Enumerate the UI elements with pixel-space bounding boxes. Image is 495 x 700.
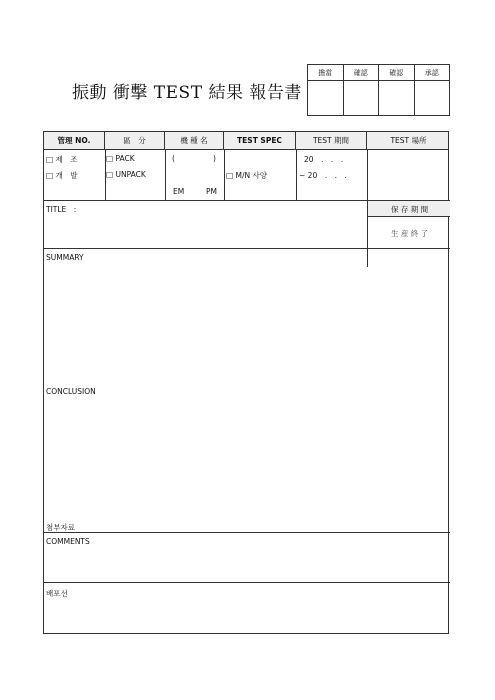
summary-label: SUMMARY bbox=[46, 253, 84, 262]
distribution-label: 배포선 bbox=[46, 589, 68, 598]
model-pm-label: PM bbox=[206, 187, 217, 196]
title-label: TITLE : bbox=[46, 205, 77, 214]
approval-sign-3[interactable] bbox=[379, 81, 415, 116]
spec-option-mn[interactable]: □ M/N 사양 bbox=[226, 171, 267, 180]
header-model-name: 機 種 名 bbox=[165, 132, 224, 149]
period-end-field[interactable]: ~ 20 . . . bbox=[299, 171, 347, 180]
header-classification: 區 分 bbox=[105, 132, 165, 149]
info-header-row bbox=[44, 132, 448, 150]
header-test-period: TEST 期間 bbox=[296, 132, 367, 149]
report-title: 振動 衝擊 TEST 結果 報告書 bbox=[72, 83, 302, 103]
approval-col-2: 確認 bbox=[343, 65, 379, 81]
retention-label: 保 存 期 間 bbox=[391, 205, 429, 214]
class-option-pack[interactable]: □ PACK bbox=[106, 154, 135, 163]
report-form bbox=[43, 131, 449, 634]
approval-sign-2[interactable] bbox=[343, 81, 379, 116]
model-paren-open: ( bbox=[172, 154, 175, 163]
conclusion-label: CONCLUSION bbox=[46, 387, 96, 396]
mgmt-option-development[interactable]: □ 개 발 bbox=[46, 171, 78, 180]
approval-sign-4[interactable] bbox=[414, 81, 450, 116]
class-option-unpack[interactable]: □ UNPACK bbox=[106, 170, 146, 179]
approval-box bbox=[307, 64, 450, 116]
header-mgmt-no: 管理 NO. bbox=[44, 132, 105, 149]
retention-value: 生 産 終 了 bbox=[391, 229, 429, 238]
model-em-label: EM bbox=[173, 187, 185, 196]
model-paren-close: ) bbox=[213, 154, 216, 163]
mgmt-option-manufacture[interactable]: □ 제 조 bbox=[46, 155, 78, 164]
header-test-spec: TEST SPEC bbox=[224, 132, 296, 149]
attachments-label: 첨부자료 bbox=[46, 523, 75, 532]
approval-col-3: 確認 bbox=[379, 65, 415, 81]
period-start-field[interactable]: 20 . . . bbox=[304, 155, 344, 164]
approval-sign-1[interactable] bbox=[308, 81, 344, 116]
comments-label: COMMENTS bbox=[46, 537, 90, 546]
header-test-place: TEST 場所 bbox=[390, 136, 427, 145]
approval-col-1: 擔當 bbox=[308, 65, 344, 81]
approval-col-4: 承認 bbox=[414, 65, 450, 81]
